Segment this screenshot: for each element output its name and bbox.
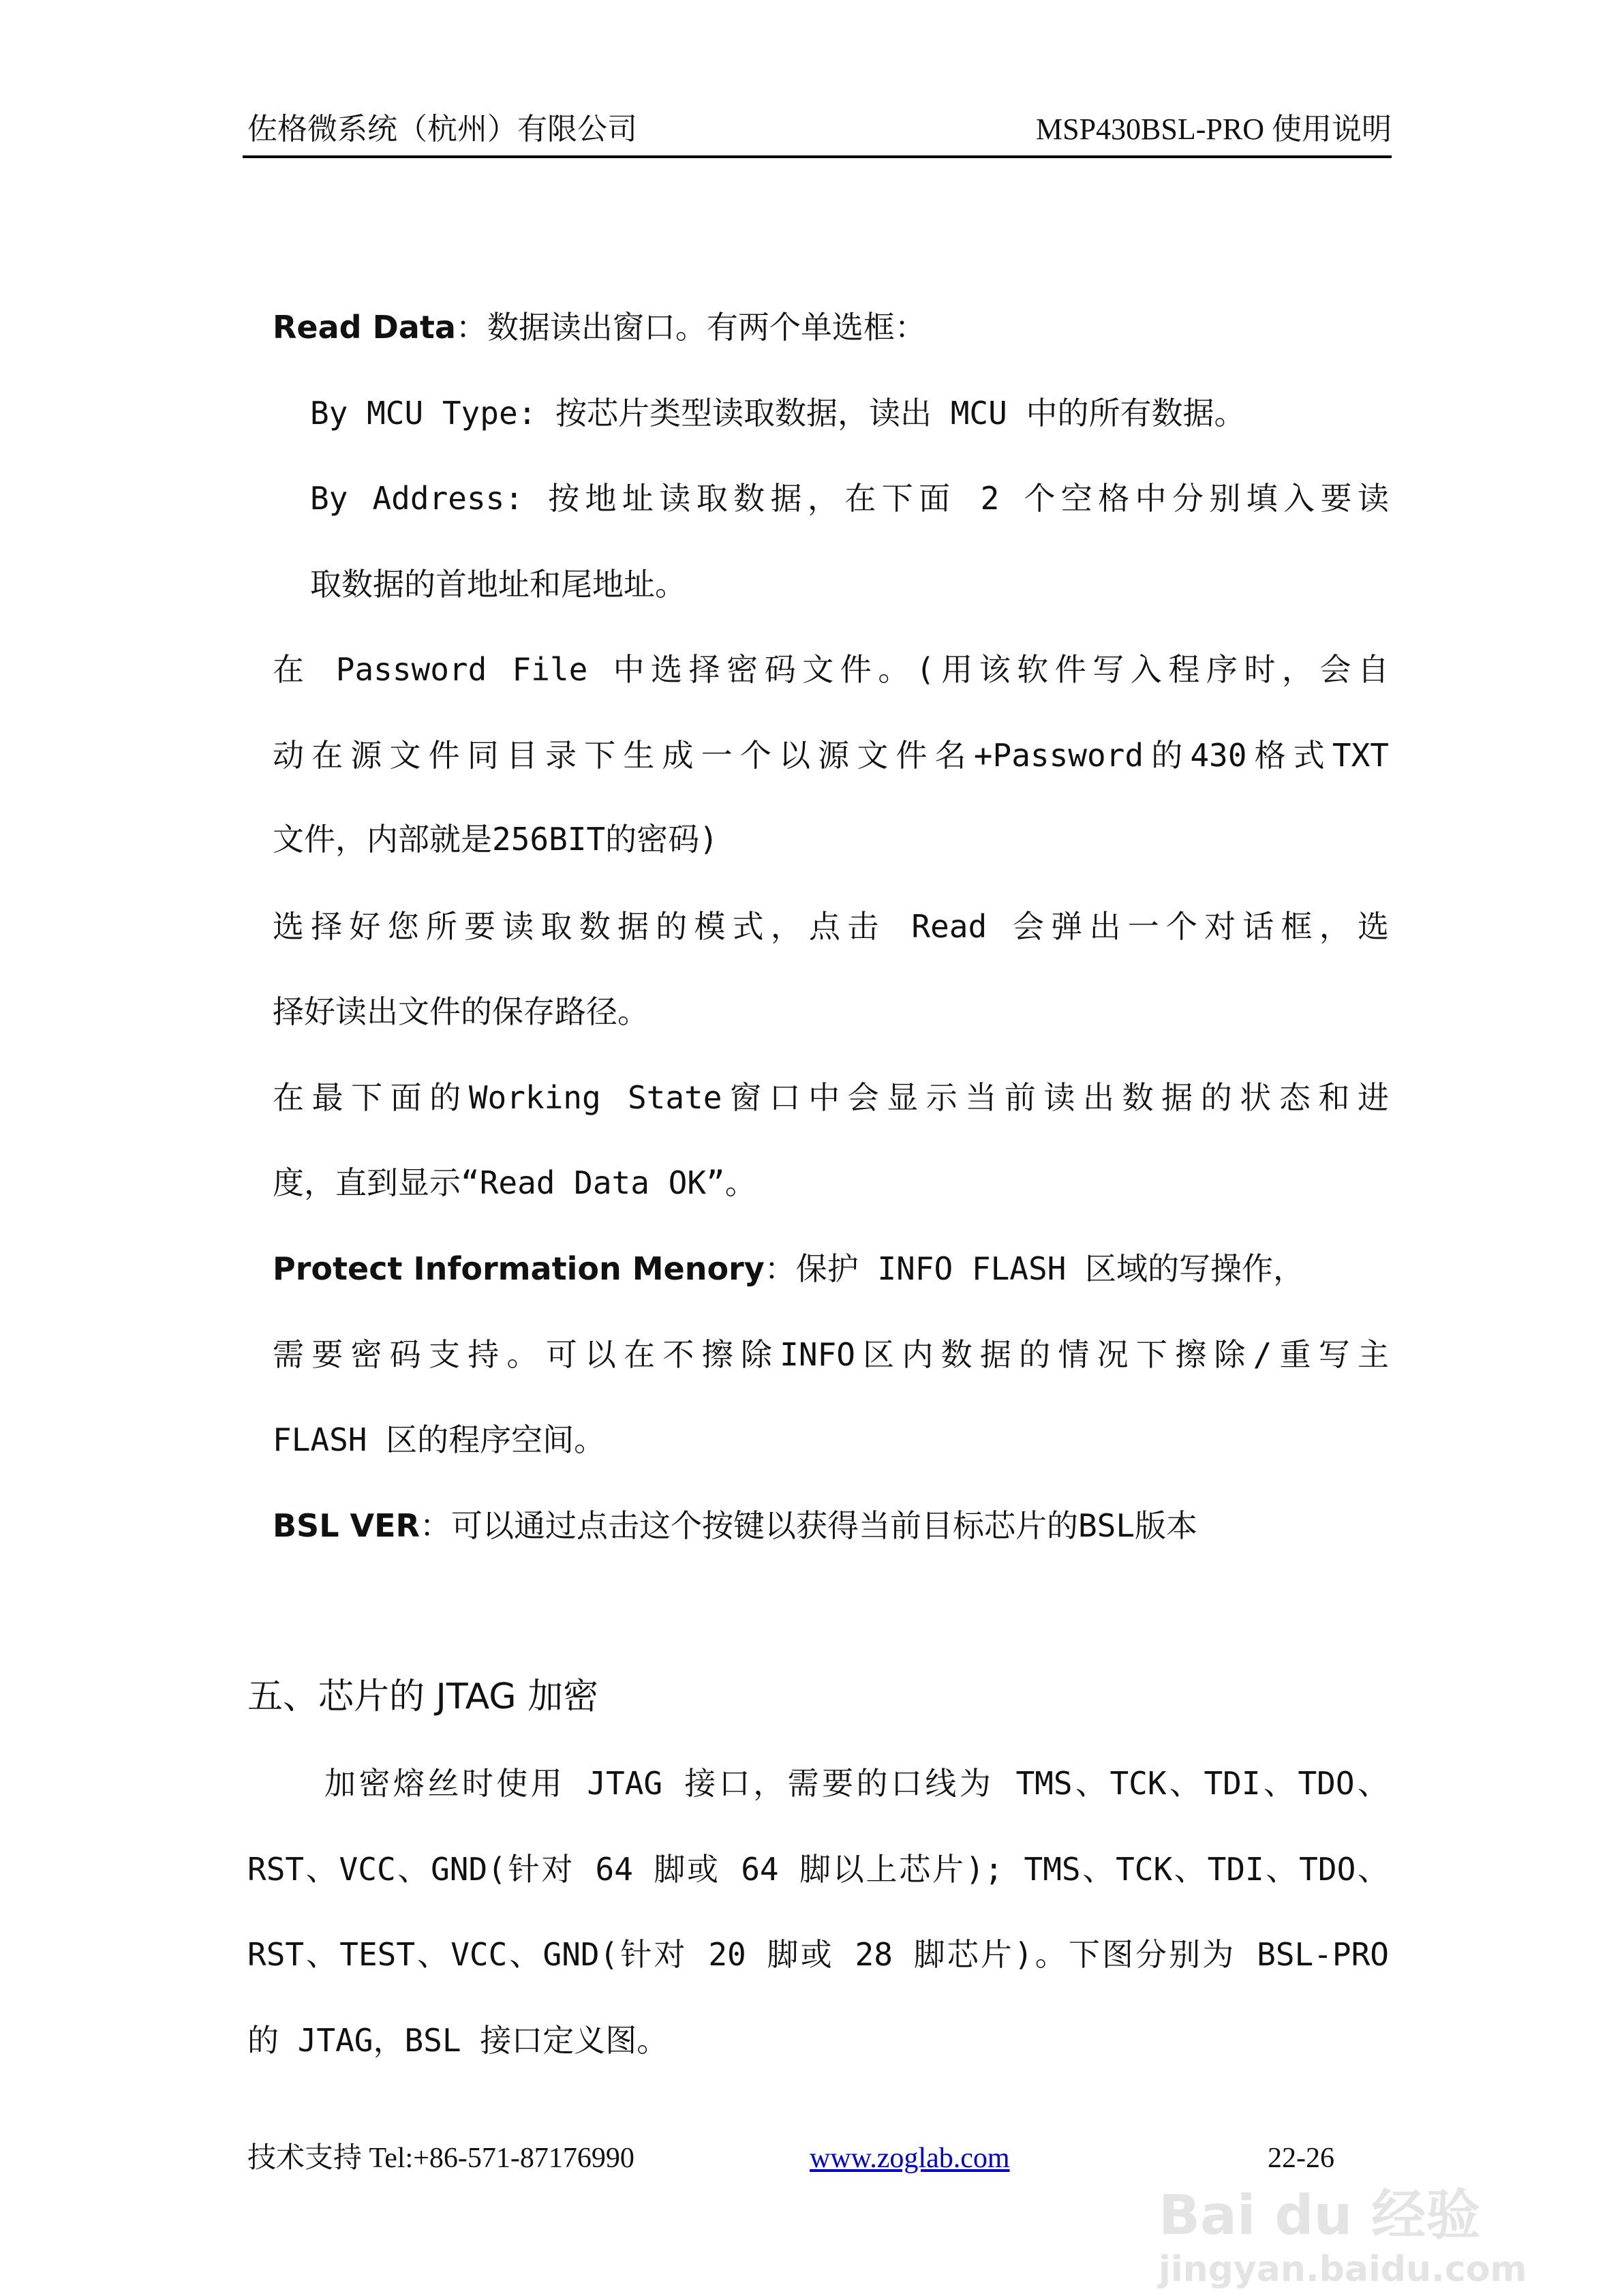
state-text: 在最下面的Working State窗口中会显示当前读出数据的状态和进 — [273, 1079, 1389, 1116]
by-address-text: By Address: 按地址读取数据，在下面 2 个空格中分别填入要读 — [310, 480, 1389, 517]
read-data-line — [273, 303, 926, 351]
password-text: 在 Password File 中选择密码文件。(用该软件写入程序时，会自 — [273, 651, 1389, 688]
header-doc-title: MSP430BSL-PRO 使用说明 — [1035, 112, 1392, 146]
protect-text-2: 需要密码支持。可以在不擦除INFO区内数据的情况下擦除/重写主 — [273, 1336, 1389, 1373]
protect-label: Protect Information Menory — [273, 1250, 765, 1287]
protect-line — [273, 1245, 1304, 1293]
section-para-line: 加密熔丝时使用 JTAG 接口，需要的口线为 TMS、TCK、TDI、TDO、 — [324, 1765, 1389, 1802]
section-title: 五、芯片的 JTAG 加密 — [247, 1676, 599, 1717]
bsl-label: BSL VER — [273, 1507, 420, 1544]
read-data-label: Read Data — [273, 309, 456, 346]
password-text-2: 动在源文件同目录下生成一个以源文件名+Password的430格式TXT — [273, 737, 1389, 774]
read-data-text: ：数据读出窗口。有两个单选框： — [455, 309, 926, 346]
by-mcu-text: By MCU Type: 按芯片类型读取数据，读出 MCU 中的所有数据。 — [310, 395, 1246, 432]
footer-page-number: 22-26 — [1268, 2143, 1334, 2174]
header-company: 佐格微系统（杭州）有限公司 — [247, 112, 637, 146]
header-rule — [243, 155, 1392, 158]
by-address-text-cont: 取数据的首地址和尾地址。 — [310, 566, 686, 603]
footer-support: 技术支持 Tel:+86-571-87176990 — [247, 2143, 634, 2174]
bsl-text: ：可以通过点击这个按键以获得当前目标芯片的BSL版本 — [419, 1507, 1198, 1544]
watermark-url: jingyan.baidu.com — [1159, 2249, 1527, 2290]
section-para-line: RST、VCC、GND(针对 64 脚或 64 脚以上芯片); TMS、TCK、TDI、TDO、 — [247, 1851, 1389, 1888]
section-para-line: 的 JTAG，BSL 接口定义图。 — [247, 2022, 669, 2059]
footer-website-link[interactable]: www.zoglab.com — [810, 2143, 1010, 2174]
mode-text: 选择好您所要读取数据的模式，点击 Read 会弹出一个对话框，选 — [273, 908, 1389, 945]
section-para-line: RST、TEST、VCC、GND(针对 20 脚或 28 脚芯片)。下图分别为 BSL-PRO — [247, 1936, 1389, 1973]
watermark-brand: Bai du 经验 — [1159, 2184, 1481, 2247]
password-text-3: 文件，内部就是256BIT的密码) — [273, 821, 718, 858]
protect-text-3: FLASH 区的程序空间。 — [273, 1421, 606, 1458]
protect-text: ：保护 INFO FLASH 区域的写操作， — [764, 1250, 1305, 1287]
mode-text-2: 择好读出文件的保存路径。 — [273, 993, 649, 1030]
bsl-line — [273, 1502, 1197, 1550]
state-text-2: 度，直到显示“Read Data OK”。 — [273, 1164, 756, 1201]
